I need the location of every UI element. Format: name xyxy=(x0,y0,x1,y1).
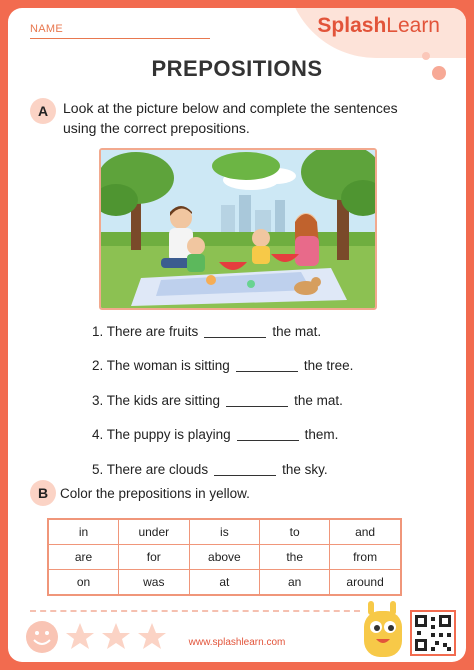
word-cell[interactable]: around xyxy=(330,570,401,596)
word-cell[interactable]: the xyxy=(260,545,330,570)
word-cell[interactable]: under xyxy=(119,519,190,545)
answer-blank[interactable] xyxy=(236,359,298,372)
section-b-instruction: Color the prepositions in yellow. xyxy=(60,486,250,501)
word-cell[interactable]: above xyxy=(189,545,260,570)
section-b-badge: B xyxy=(30,480,56,506)
word-cell[interactable]: are xyxy=(48,545,119,570)
brand-logo-regular: Learn xyxy=(386,14,440,37)
section-a-instruction xyxy=(63,98,398,138)
word-cell[interactable]: from xyxy=(330,545,401,570)
picnic-scene-image xyxy=(101,150,375,308)
question-item xyxy=(92,349,432,384)
name-label: NAME xyxy=(30,23,63,35)
section-a-badge: A xyxy=(30,98,56,124)
word-cell[interactable]: and xyxy=(330,519,401,545)
footer-decoration xyxy=(18,611,178,660)
instruction-line-1: Look at the picture below and complete the sentences xyxy=(63,100,398,116)
picnic-illustration xyxy=(99,148,377,310)
question-item xyxy=(92,314,432,349)
question-text: 1. There are fruits xyxy=(92,323,199,339)
word-cell[interactable]: was xyxy=(119,570,190,596)
word-cell[interactable]: at xyxy=(189,570,260,596)
name-field[interactable] xyxy=(30,38,210,39)
word-cell[interactable]: to xyxy=(260,519,330,545)
question-text-end: the mat. xyxy=(272,323,322,339)
question-text-end: them. xyxy=(304,427,339,443)
word-cell[interactable]: on xyxy=(48,570,119,596)
instruction-line-2: using the correct prepositions. xyxy=(63,120,250,136)
question-text-end: the mat. xyxy=(294,392,343,408)
mascot-icon xyxy=(358,593,408,662)
word-cell[interactable]: for xyxy=(119,545,190,570)
answer-blank[interactable] xyxy=(237,428,299,441)
brand-logo-bold: Splash xyxy=(317,14,387,37)
question-text: 4. The puppy is playing xyxy=(92,427,231,443)
footer-url[interactable]: www.splashlearn.com xyxy=(188,637,286,648)
word-cell[interactable]: an xyxy=(260,570,330,596)
grid-row xyxy=(48,519,401,545)
question-text: 5. There are clouds xyxy=(92,461,209,477)
page-title: PREPOSITIONS xyxy=(151,56,323,81)
question-text: 2. The woman is sitting xyxy=(92,358,230,374)
brand-logo xyxy=(317,14,440,38)
question-text: 3. The kids are sitting xyxy=(92,392,221,408)
answer-blank[interactable] xyxy=(226,394,288,407)
question-item xyxy=(92,452,432,487)
grid-row xyxy=(48,545,401,570)
answer-blank[interactable] xyxy=(204,325,266,338)
question-item xyxy=(92,383,432,418)
worksheet xyxy=(8,8,466,662)
preposition-word-grid xyxy=(47,518,402,596)
answer-blank[interactable] xyxy=(214,463,276,476)
qr-code-icon xyxy=(410,610,456,656)
word-cell[interactable]: is xyxy=(189,519,260,545)
question-text-end: the sky. xyxy=(282,461,328,477)
fill-in-questions xyxy=(92,314,432,487)
word-cell[interactable]: in xyxy=(48,519,119,545)
grid-row xyxy=(48,570,401,596)
question-text-end: the tree. xyxy=(303,358,354,374)
question-item xyxy=(92,418,432,453)
